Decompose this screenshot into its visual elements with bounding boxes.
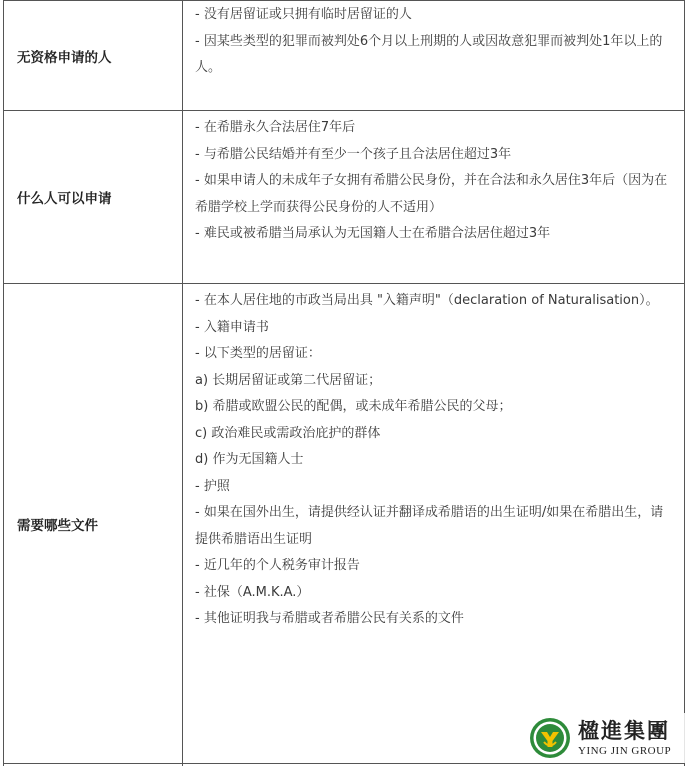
row-label: 什么人可以申请 <box>4 111 183 284</box>
logo-text <box>578 717 672 757</box>
list-item: - 如果在国外出生，请提供经认证并翻译成希腊语的出生证明/如果在希腊出生，请提供希腊语出生证明 <box>195 505 664 547</box>
yingjin-logo-icon <box>528 716 572 760</box>
list-item: - 在本人居住地的市政当局出具 "入籍声明"（declaration of Naturalisation）。 <box>195 293 659 308</box>
logo-name-cn: 楹進集團 <box>578 717 670 743</box>
list-item: - 在希腊永久合法居住7年后 <box>195 120 356 135</box>
list-item: - 因某些类型的犯罪而被判处6个月以上刑期的人或因故意犯罪而被判处1年以上的人。 <box>195 33 663 75</box>
list-item: - 难民或被希腊当局承认为无国籍人士在希腊合法居住超过3年 <box>195 226 551 241</box>
list-item: b) 希腊或欧盟公民的配偶，或未成年希腊公民的父母； <box>195 399 512 414</box>
logo-name-en: YING JIN GROUP <box>578 744 672 757</box>
list-item: c) 政治难民或需政治庇护的群体 <box>195 425 381 441</box>
list-item: - 入籍申请书 <box>195 319 269 335</box>
table-row-eligible <box>4 111 685 284</box>
list-item: - 其他证明我与希腊或者希腊公民有关系的文件 <box>195 611 464 626</box>
company-logo <box>528 713 686 763</box>
row-label: 无资格申请的人 <box>4 1 183 111</box>
list-item: - 护照 <box>195 478 230 494</box>
list-item: - 以下类型的居留证： <box>195 346 321 361</box>
row-content <box>183 1 685 111</box>
row-content <box>183 111 685 284</box>
list-item: - 与希腊公民结婚并有至少一个孩子且合法居住超过3年 <box>195 146 512 162</box>
row-label: 需要哪些文件 <box>4 284 183 764</box>
citizenship-info-table <box>3 0 685 766</box>
list-item: - 近几年的个人税务审计报告 <box>195 558 360 573</box>
table-row-ineligible <box>4 1 685 111</box>
row-content <box>183 284 685 764</box>
list-item: d) 作为无国籍人士 <box>195 452 304 467</box>
table-row-documents <box>4 284 685 764</box>
list-item: - 如果申请人的未成年子女拥有希腊公民身份，并在合法和永久居住3年后（因为在希腊学校上学而获得公民身份的人不适用） <box>195 173 668 215</box>
list-item: a) 长期居留证或第二代居留证； <box>195 372 382 388</box>
list-item: - 没有居留证或只拥有临时居留证的人 <box>195 7 412 22</box>
list-item: - 社保（A.M.K.A.） <box>195 584 310 600</box>
